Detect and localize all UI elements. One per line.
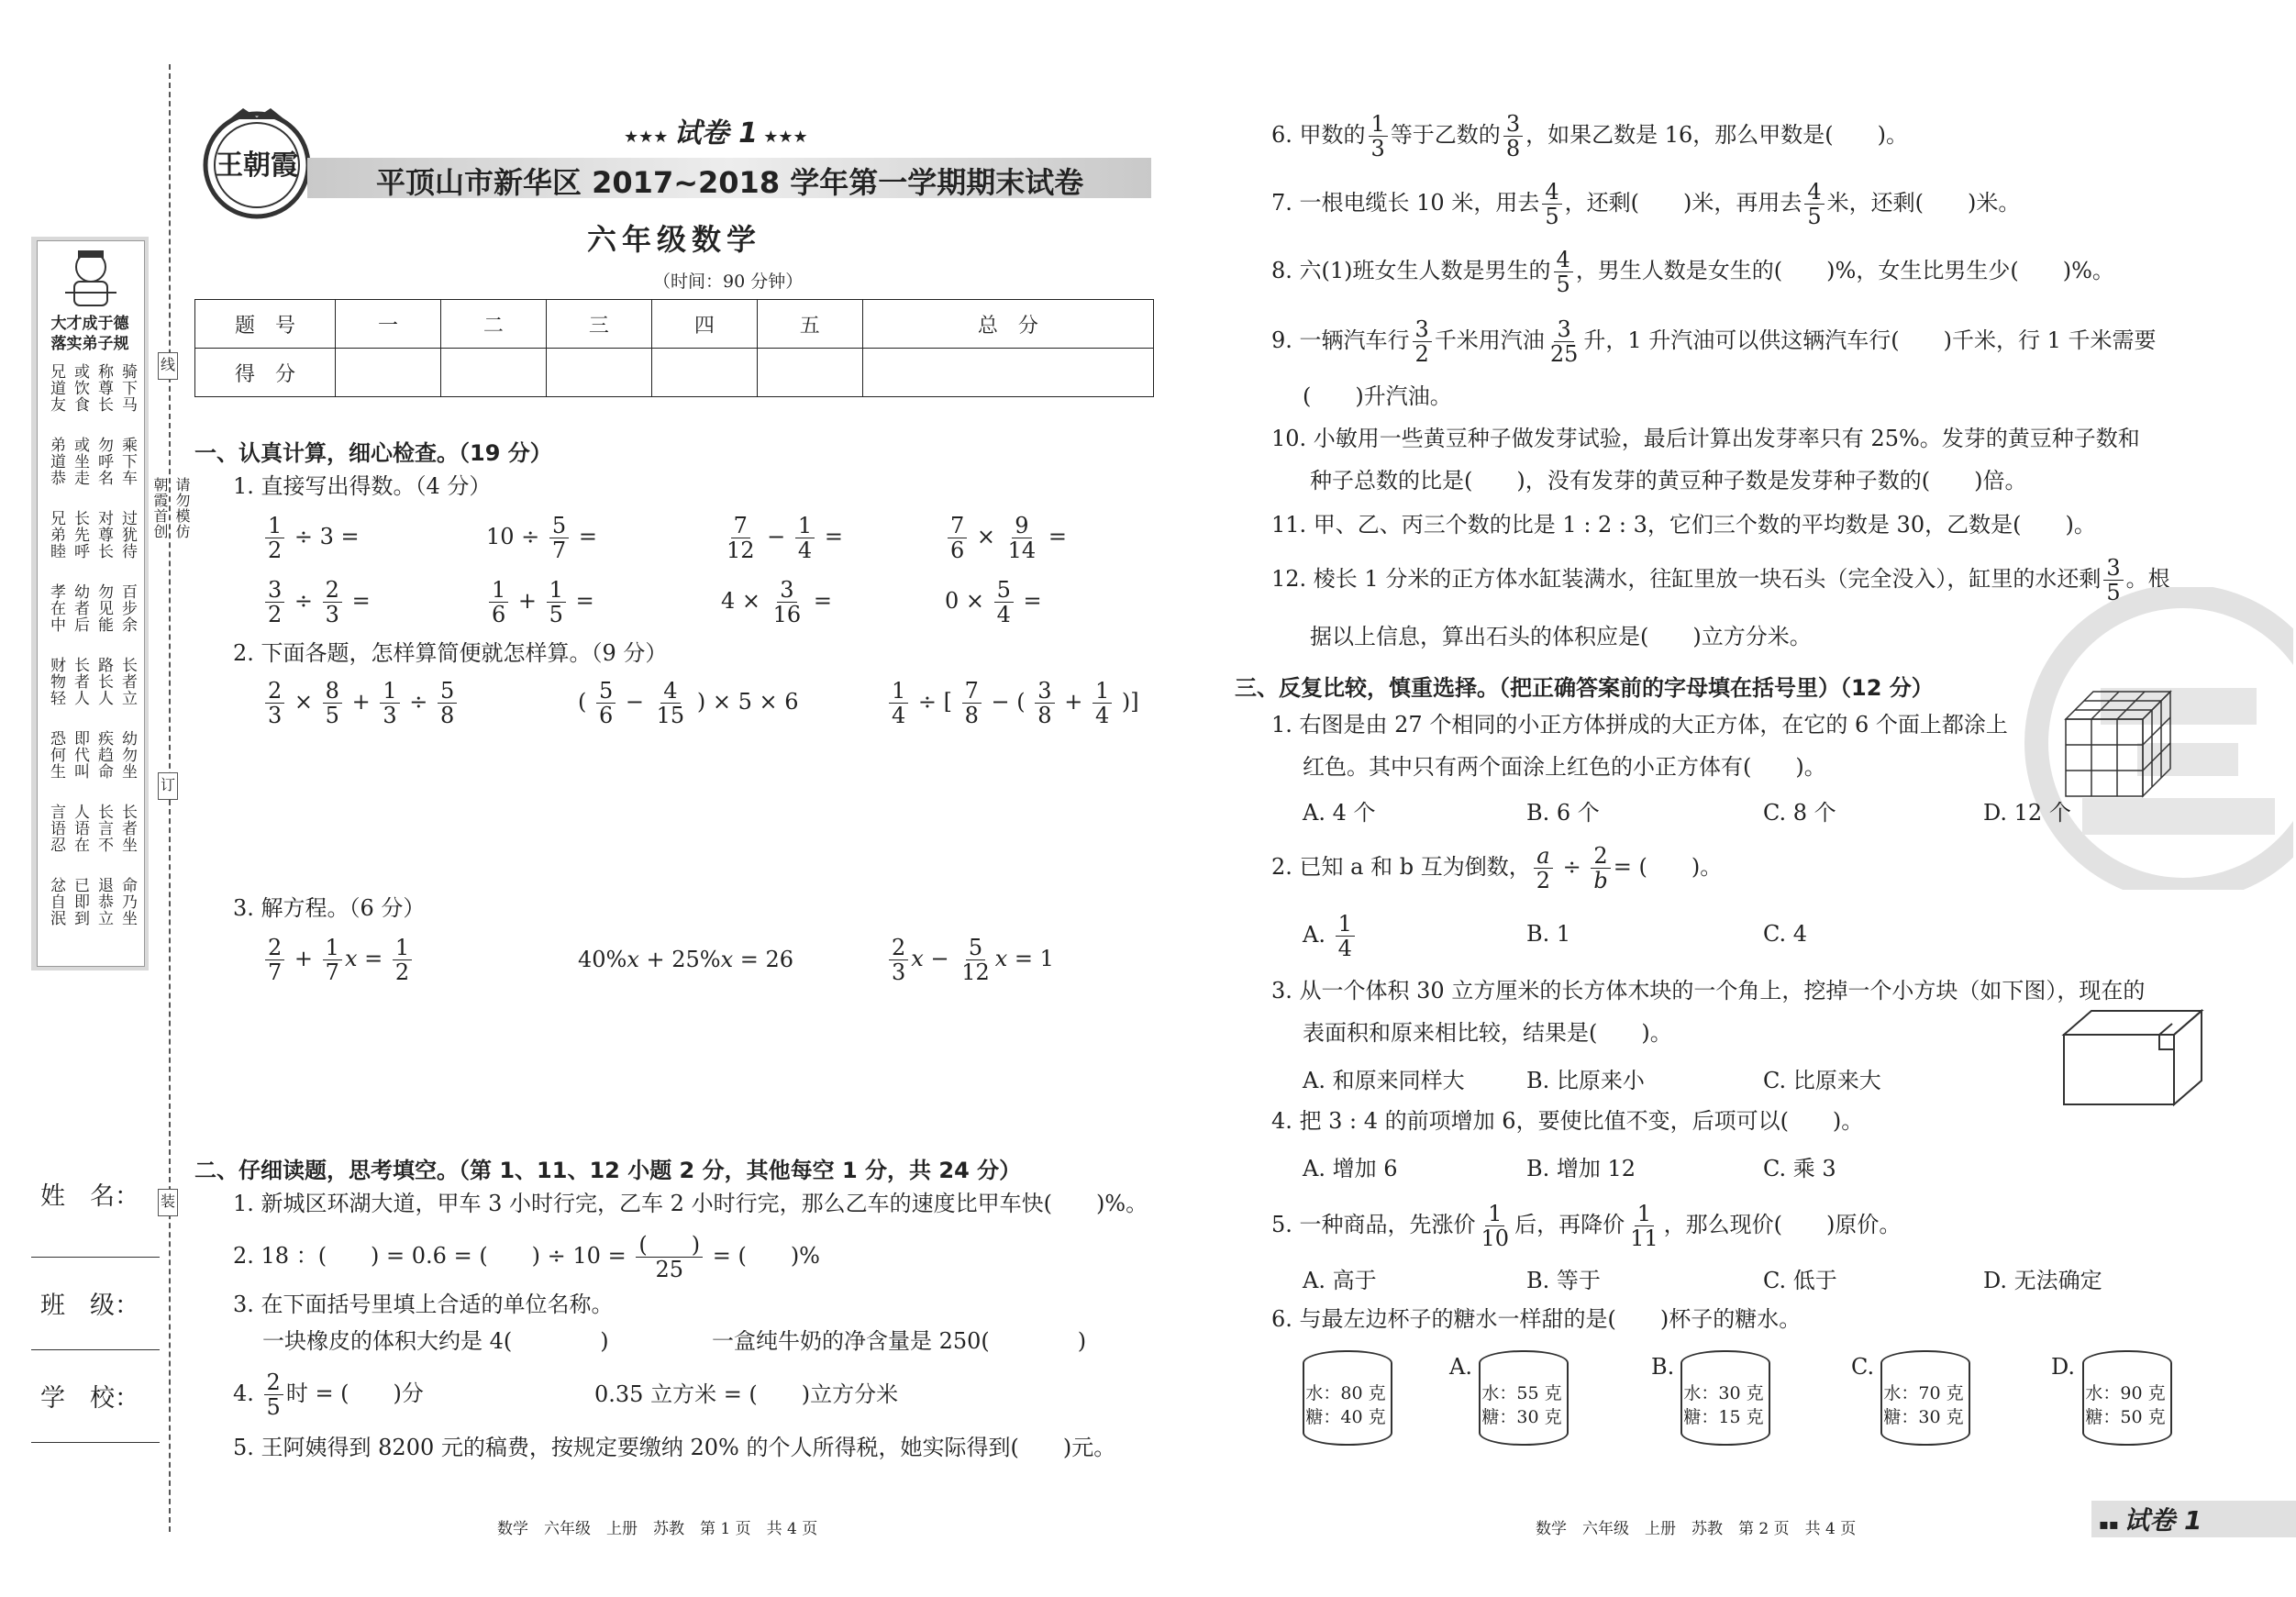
ethics-column: 忿自泯 [47,877,65,926]
s3-q5-option[interactable]: A. 高于 [1303,1268,1377,1293]
class-field[interactable] [31,1258,160,1350]
s3-q5-option[interactable]: D. 无法确定 [1983,1268,2102,1293]
s3-q2-option[interactable]: B. 1 [1526,921,1571,947]
s2-q7: 7. 一根电缆长 10 米，用去 $\frac{4}{5}$ ，还剩( )米，再用去 $\frac{4}{5}$ 米，还剩( )米。 [1271,179,2021,229]
section3-title: 三、反复比较，慎重选择。（把正确答案前的字母填在括号里）（12 分） [1235,675,1934,701]
s1-q2-title: 2. 下面各题，怎样算简便就怎样算。（9 分） [233,640,668,666]
s3-q2: 2. 已知 a 和 b 互为倒数， $\frac{a}{2}$ ÷ $\frac{2}{b}$ = ( )。 [1271,843,1723,893]
student-info [31,1165,160,1443]
s3-q2-option[interactable]: C. 4 [1763,921,1808,947]
ethics-column: 过犹待 [118,510,137,560]
s3-q5-option[interactable]: C. 低于 [1763,1268,1837,1293]
cup-item [1303,1345,1431,1455]
cube-figure [2060,686,2180,805]
ethics-column: 或坐走 [71,437,89,486]
cuboid-figure [2060,1007,2207,1108]
ethics-column: 长者人 [71,657,89,706]
s3-q1-option[interactable]: C. 8 个 [1763,800,1836,826]
s3-q4-option[interactable]: A. 增加 6 [1303,1156,1398,1181]
note-line-2: 请勿模仿 [173,477,191,539]
cup-option-label[interactable]: A. [1449,1354,1472,1380]
ethics-group [46,510,138,583]
s2-q7-text-c: 米，还剩( )米。 [1826,190,2021,216]
s3-q5: 5. 一种商品，先涨价 $\frac{1}{10}$ 后，再降价 $\frac{1}{11}$ ，那么现价( )原价。 [1271,1201,1902,1251]
score-cell[interactable] [336,349,441,397]
footer-badge [2099,1501,2202,1537]
ethics-column: 兄弟睦 [47,510,65,560]
note-line-1: 朝霞首创 [151,477,169,539]
cup-option-label[interactable]: C. [1851,1354,1875,1380]
cup-option-label[interactable]: D. [2051,1354,2076,1380]
ethics-column: 或饮食 [71,363,89,413]
ethics-group [46,877,138,950]
s2-q10-b: 种子总数的比是( )，没有发芽的黄豆种子数是发芽种子数的( )倍。 [1310,468,2027,494]
ethics-column: 称尊长 [94,363,113,413]
s3-q1-b: 红色。其中只有两个面涂上红色的小正方体有( )。 [1303,754,1826,780]
cut-label-ding: 订 [158,772,178,800]
s2-q11: 11. 甲、乙、丙三个数的比是 1 : 2 : 3，它们三个数的平均数是 30，乙数是( )。 [1271,512,2096,538]
s2-q10-a: 10. 小敏用一些黄豆种子做发芽试验，最后计算出发芽率只有 25%。发芽的黄豆种子数和 [1271,426,2140,451]
ethics-column: 幼勿坐 [118,730,137,780]
ethics-column: 孝在中 [47,583,65,633]
cup-sugar: 糖：30 克 [1883,1407,1964,1427]
simplify-item: $\frac{2}{3}$ × $\frac{8}{5}$ + $\frac{1}{3}$ ÷ $\frac{5}{8}$ [262,679,460,727]
score-header-cell: 总 分 [862,300,1153,349]
series-text: 试卷 1 [673,117,759,150]
s2-q12-text-b: 。根 [2125,566,2170,592]
s2-q4: 4. $\frac{2}{5}$ 时 = ( )分 [233,1370,424,1420]
s3-q2-option-a-label: A. [1303,922,1325,948]
exam-title: 平顶山市新华区 2017~2018 学年第一学期期末试卷 [376,165,1084,200]
name-field[interactable] [31,1165,160,1258]
s2-q12-c: 据以上信息，算出石头的体积应是( )立方分米。 [1310,624,1812,649]
motto-line-1: 大才成于德 [50,315,129,333]
s3-q1-option[interactable]: B. 6 个 [1526,800,1600,826]
s2-q7-text-b: ，还剩( )米，再用去 [1564,190,1802,216]
ethics-column: 勿呼名 [94,437,113,486]
s3-q4-option[interactable]: C. 乘 3 [1763,1156,1836,1181]
score-header-row [195,300,1154,349]
s1-q3-title: 3. 解方程。（6 分） [233,895,426,921]
cut-label-zhuang: 装 [158,1189,178,1216]
ethics-column: 疾趋命 [94,730,113,780]
class-label: 班 级： [40,1292,139,1320]
cup-sugar: 糖：50 克 [2085,1407,2166,1427]
s2-q9-d: ( )升汽油。 [1303,383,1452,409]
s2-q2: 2. 18 ：( ) = 0.6 = ( ) ÷ 10 = ( ) 25 = ( )% [233,1232,820,1282]
cup-sugar: 糖：40 克 [1305,1407,1386,1427]
s2-q12-text-a: 12. 棱长 1 分米的正方体水缸装满水，往缸里放一块石头（完全没入），缸里的水还剩 [1271,566,2102,592]
simplify-item: ( $\frac{5}{6}$ − $\frac{4}{15}$ ) × 5 × 6 [578,678,799,728]
calc-item: 4 × $\frac{3}{16}$ = [721,577,832,627]
s3-q1-a: 1. 右图是由 27 个相同的小正方体拼成的大正方体，在它的 6 个面上都涂上 [1271,712,2008,738]
s2-q3-a: 一块橡皮的体积大约是 4( ) [262,1328,609,1354]
section1-title: 一、认真计算，细心检查。（19 分） [194,440,552,466]
score-cell[interactable] [862,349,1153,397]
s3-q6: 6. 与最左边杯子的糖水一样甜的是( )杯子的糖水。 [1271,1306,1802,1332]
ethics-column: 命乃坐 [118,877,137,926]
score-value-row [195,349,1154,397]
logo-text: 王朝霞 [216,150,298,182]
s3-q2-text-a: 2. 已知 a 和 b 互为倒数， [1271,854,1531,880]
score-cell[interactable] [651,349,757,397]
badge-dots-icon: ▪▪ [2099,1515,2124,1533]
s3-q5-text-c: ，那么现价( )原价。 [1663,1212,1902,1237]
s2-q2-text-a: 2. 18 ：( ) = 0.6 = ( ) ÷ 10 = [233,1243,627,1269]
footer-right: 数学 六年级 上册 苏教 第 2 页 共 4 页 [1536,1520,1857,1538]
s3-q5-option[interactable]: B. 等于 [1526,1268,1601,1293]
score-cell[interactable] [546,349,651,397]
ethics-text [46,363,138,959]
ethics-column: 长先呼 [71,510,89,560]
ethics-column: 百步余 [118,583,137,633]
simplify-item: $\frac{1}{4}$ ÷ [ $\frac{7}{8}$ − ( $\frac{3}{8}$ + $\frac{1}{4}$ )] [886,679,1139,727]
s2-q9: 9. 一辆汽车行 $\frac{3}{2}$ 千米用汽油 $\frac{3}{25}$ 升，1 升汽油可以供这辆汽车行( )千米，行 1 千米需要 [1271,316,2157,367]
s1-q1-title: 1. 直接写出得数。（4 分） [233,473,492,499]
ethics-column: 长者坐 [118,804,137,853]
calc-item: 10 ÷ $\frac{5}{7}$ = [486,513,597,563]
calc-item: $\frac{7}{6}$ × $\frac{9}{14}$ = [945,514,1067,562]
name-label: 姓 名： [40,1182,139,1211]
section2-title: 二、仔细读题，思考填空。（第 1、11、12 小题 2 分，其他每空 1 分，共 24 分） [194,1158,1022,1183]
ethics-column: 财物轻 [47,657,65,706]
ethics-column: 乘下车 [118,437,137,486]
s2-q6-text-c: ，如果乙数是 16，那么甲数是( )。 [1525,122,1908,148]
score-row-label: 得 分 [195,349,336,397]
calc-item: $\frac{7}{12}$ − $\frac{1}{4}$ = [727,513,843,563]
sidebar-motto [42,314,138,354]
stars-right-icon: ★★★ [758,128,808,147]
s3-q4: 4. 把 3 : 4 的前项增加 6，要使比值不变，后项可以( )。 [1271,1108,1864,1134]
equation-item: 40%x + 25%x = 26 [578,947,794,972]
logo-icon [193,101,321,220]
s3-q3-a: 3. 从一个体积 30 立方厘米的长方体木块的一个角上，挖掉一个小方块（如下图），现在的 [1271,978,2146,1004]
calc-item: $\frac{1}{6}$ + $\frac{1}{5}$ = [486,578,594,627]
scholar-figure-icon [38,241,144,315]
s2-q8-text-b: ，男生人数是女生的( )%，女生比男生少( )%。 [1575,258,2114,283]
cup-water: 水：90 克 [2085,1383,2166,1403]
cup-item[interactable] [1479,1345,1607,1455]
subject-title: 六年级数学 [587,222,762,257]
s2-q6: 6. 甲数的 $\frac{1}{3}$ 等于乙数的 $\frac{3}{8}$ ，如果乙数是 16，那么甲数是( )。 [1271,111,1908,161]
cup-sugar: 糖：15 克 [1683,1407,1764,1427]
ethics-column: 退恭立 [94,877,113,926]
ethics-column: 骑下马 [118,363,137,413]
ethics-group [46,730,138,804]
ethics-group [46,363,138,437]
motto-line-2: 落实弟子规 [50,335,129,353]
cut-label-xian: 线 [158,352,178,380]
ethics-column: 路长人 [94,657,113,706]
footer-left: 数学 六年级 上册 苏教 第 1 页 共 4 页 [497,1520,818,1538]
series-label [624,110,808,150]
cup-water: 水：30 克 [1683,1383,1764,1403]
s2-q6-text-b: 等于乙数的 [1390,122,1501,148]
s2-q3: 3. 在下面括号里填上合适的单位名称。 [233,1292,614,1317]
s3-q3-option[interactable]: C. 比原来大 [1763,1068,1881,1093]
s3-q2-option[interactable]: A. $\frac{1}{4}$ [1303,912,1358,960]
ethics-group [46,657,138,730]
score-header-cell: 三 [546,300,651,349]
equation-item: $\frac{2}{7}$ + $\frac{1}{7}$ x = $\frac{1}{2}$ [262,936,415,984]
s2-q7-text-a: 7. 一根电缆长 10 米，用去 [1271,190,1540,216]
ethics-column: 已即到 [71,877,89,926]
score-table [194,299,1154,397]
calc-item: 0 × $\frac{5}{4}$ = [945,577,1042,627]
score-header-cell: 一 [336,300,441,349]
s2-q12: 12. 棱长 1 分米的正方体水缸装满水，往缸里放一块石头（完全没入），缸里的水还剩 $\frac{3}{5}$ 。根 [1271,555,2170,605]
s3-q3-b: 表面积和原来相比较，结果是( )。 [1303,1020,1672,1046]
s3-q3-option[interactable]: A. 和原来同样大 [1303,1068,1465,1093]
cup-option-label[interactable]: B. [1651,1354,1675,1380]
ethics-column: 勿见能 [94,583,113,633]
s2-q8-text-a: 8. 六(1)班女生人数是男生的 [1271,258,1551,283]
cup-water: 水：55 克 [1481,1383,1562,1403]
ethics-column: 兄道友 [47,363,65,413]
cup-water: 水：80 克 [1305,1383,1386,1403]
s2-q4-b: 0.35 立方米 = ( )立方分米 [594,1381,899,1407]
ethics-column: 幼者后 [71,583,89,633]
score-cell[interactable] [757,349,862,397]
s2-q1: 1. 新城区环湖大道，甲车 3 小时行完，乙车 2 小时行完，那么乙车的速度比甲车快( )%。 [233,1191,1148,1216]
s2-q6-text-a: 6. 甲数的 [1271,122,1366,148]
s2-q2-text-b: = ( )% [712,1243,820,1269]
s2-q9-text-b: 千米用汽油 [1434,327,1545,353]
s3-q4-option[interactable]: B. 增加 12 [1526,1156,1636,1181]
ethics-column: 长言不 [94,804,113,853]
ethics-column: 对尊长 [94,510,113,560]
exam-time: （时间：90 分钟） [653,272,804,292]
ethics-group [46,583,138,657]
cup-item[interactable] [1880,1345,2009,1455]
s3-q1-option[interactable]: D. 12 个 [1983,800,2071,826]
s3-q5-text-b: 后，再降价 [1514,1212,1625,1237]
s3-q2-text-b: = ( )。 [1613,854,1723,880]
cup-sugar: 糖：30 克 [1481,1407,1562,1427]
calc-item: $\frac{3}{2}$ ÷ $\frac{2}{3}$ = [262,578,371,627]
copyright-note [150,477,191,539]
ethics-column: 恐何生 [47,730,65,780]
s3-q1-option[interactable]: A. 4 个 [1303,800,1376,826]
score-cell[interactable] [440,349,546,397]
s2-q3-b: 一盒纯牛奶的净含量是 250( ) [712,1328,1087,1354]
ethics-column: 弟道恭 [47,437,65,486]
s2-q5: 5. 王阿姨得到 8200 元的稿费，按规定要缴纳 20% 的个人所得税，她实际得到( )元。 [233,1435,1116,1460]
s2-q9-text-a: 9. 一辆汽车行 [1271,327,1410,353]
ethics-group [46,437,138,510]
calc-item: $\frac{1}{2}$ ÷ 3 = [262,514,360,562]
cup-item[interactable] [2082,1345,2211,1455]
ethics-column: 言语忍 [47,804,65,853]
s2-q8: 8. 六(1)班女生人数是男生的 $\frac{4}{5}$ ，男生人数是女生的( )%，女生比男生少( )%。 [1271,247,2114,297]
s3-q5-text-a: 5. 一种商品，先涨价 [1271,1212,1476,1237]
s2-q4-text-a: 时 = ( )分 [285,1381,424,1406]
badge-text: 试卷 1 [2124,1505,2202,1536]
ethics-column: 即代叫 [71,730,89,780]
equation-item: $\frac{2}{3}$ x − $\frac{5}{12}$ x = 1 [886,936,1054,984]
school-label: 学 校： [40,1384,139,1413]
cup-water: 水：70 克 [1883,1383,1964,1403]
score-header-cell: 四 [651,300,757,349]
stars-left-icon: ★★★ [624,128,674,147]
score-header-cell: 二 [440,300,546,349]
ethics-group [46,804,138,877]
score-header-cell: 题 号 [195,300,336,349]
score-header-cell: 五 [757,300,862,349]
s2-q9-text-c: 升，1 升汽油可以供这辆汽车行( )千米，行 1 千米需要 [1583,327,2157,353]
cup-item[interactable] [1680,1345,1809,1455]
ethics-column: 长者立 [118,657,137,706]
school-field[interactable] [31,1350,160,1443]
s3-q3-option[interactable]: B. 比原来小 [1526,1068,1645,1093]
ethics-column: 人语在 [71,804,89,853]
